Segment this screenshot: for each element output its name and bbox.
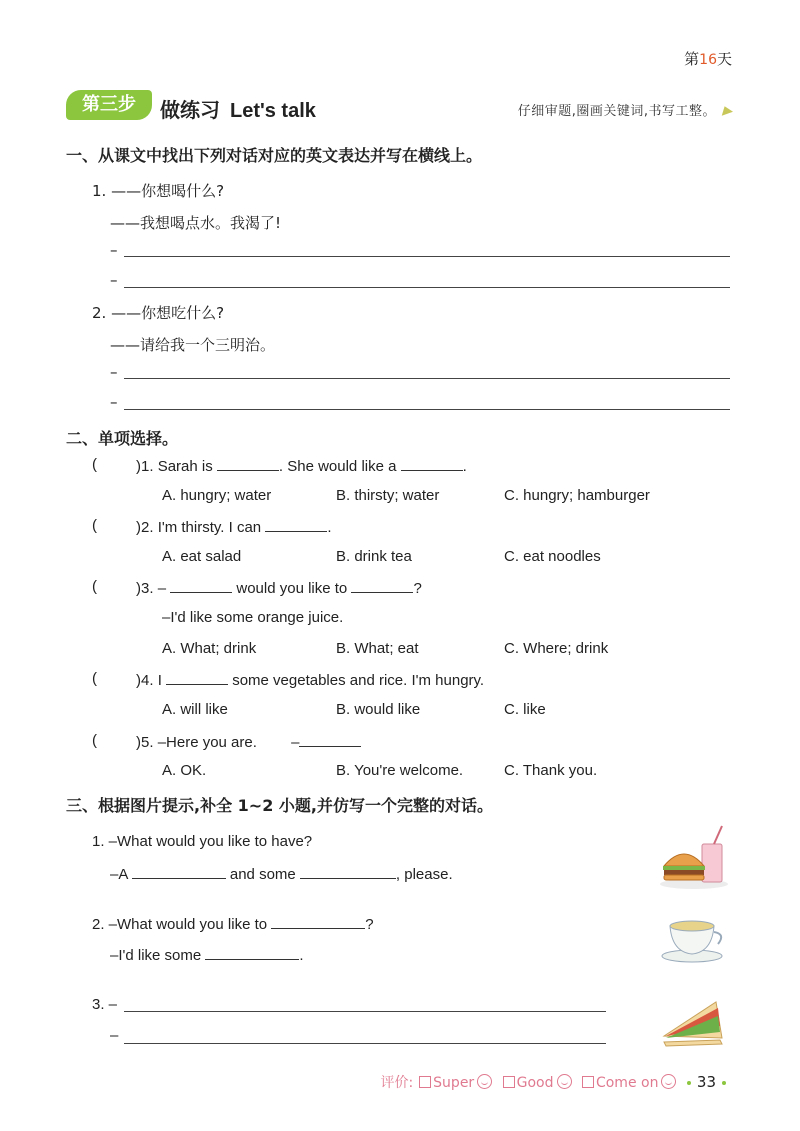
- smile-icon: [477, 1074, 492, 1089]
- s1-q2: 2. ——你想吃什么?: [92, 304, 225, 322]
- blank[interactable]: [170, 578, 232, 593]
- blank[interactable]: [271, 914, 365, 929]
- dash: –: [110, 363, 118, 381]
- dash: –: [110, 1027, 119, 1044]
- option-b: B. What; eat: [336, 640, 419, 657]
- option-a: A. OK.: [162, 762, 207, 779]
- answer-line[interactable]: [124, 1011, 606, 1012]
- option-b: B. You're welcome.: [336, 762, 464, 779]
- step-badge: 第三步: [66, 90, 152, 120]
- section1-title: 一、从课文中找出下列对话对应的英文表达并写在横线上。: [66, 146, 483, 165]
- question-3: )3. – would you like to ?: [136, 580, 422, 597]
- blank[interactable]: [351, 578, 413, 593]
- blank[interactable]: [217, 456, 279, 471]
- blank[interactable]: [300, 864, 396, 879]
- s3-q2-line2: –I'd like some .: [110, 947, 304, 964]
- step-title: 做练习 Let's talk: [160, 98, 316, 122]
- s1-q2-answer: ——请给我一个三明治。: [110, 336, 276, 354]
- option-a: A. hungry; water: [162, 487, 272, 504]
- answer-paren[interactable]: (: [92, 732, 97, 749]
- eval-good-label: Good: [516, 1075, 554, 1091]
- option-c: C. like: [504, 701, 546, 718]
- sandwich-icon: [660, 996, 728, 1050]
- teacup-icon: [660, 912, 730, 964]
- s3-q1-line2: –A and some , please.: [110, 866, 453, 883]
- blank[interactable]: [132, 864, 226, 879]
- checkbox-come-on[interactable]: [582, 1076, 594, 1088]
- blank[interactable]: [401, 456, 463, 471]
- question-5: )5. –Here you are. –: [136, 732, 361, 751]
- option-a: A. eat salad: [162, 548, 242, 565]
- blank[interactable]: [299, 732, 361, 747]
- answer-line[interactable]: [124, 256, 730, 257]
- hamburger-and-drink-icon: [656, 824, 734, 890]
- dash: –: [110, 271, 118, 289]
- answer-line[interactable]: [124, 287, 730, 288]
- eval-come-on-label: Come on: [595, 1075, 659, 1091]
- section3-title: 三、根据图片提示,补全 1~2 小题,并仿写一个完整的对话。: [66, 796, 493, 815]
- dash: –: [110, 241, 118, 259]
- option-a: A. will like: [162, 701, 228, 718]
- answer-line[interactable]: [124, 409, 730, 410]
- footer: [380, 1072, 732, 1092]
- section2-title: 二、单项选择。: [66, 429, 179, 448]
- option-b: B. drink tea: [336, 548, 412, 565]
- question-1: )1. Sarah is . She would like a .: [136, 458, 467, 475]
- answer-paren[interactable]: (: [92, 670, 97, 687]
- option-c: C. eat noodles: [504, 548, 601, 565]
- answer-line[interactable]: [124, 1043, 606, 1044]
- question-4: )4. I some vegetables and rice. I'm hungry.: [136, 672, 485, 689]
- dot-icon: [722, 1081, 726, 1085]
- smile-icon: [661, 1074, 676, 1089]
- answer-paren[interactable]: (: [92, 517, 97, 534]
- s3-q1-line1: 1. –What would you like to have?: [92, 833, 313, 850]
- option-a: A. What; drink: [162, 640, 257, 657]
- s1-q1: 1. ——你想喝什么?: [92, 182, 225, 200]
- checkbox-good[interactable]: [503, 1076, 515, 1088]
- answer-paren[interactable]: (: [92, 456, 97, 473]
- eval-label: 评价:: [380, 1075, 414, 1091]
- dash: –: [110, 393, 118, 411]
- option-c: C. hungry; hamburger: [504, 487, 650, 504]
- page-number: 33: [696, 1073, 716, 1091]
- day-indicator: 第16天: [684, 50, 732, 68]
- blank[interactable]: [205, 945, 299, 960]
- s3-q3-label: 3. –: [92, 996, 118, 1013]
- question-3-line2: –I'd like some orange juice.: [162, 609, 344, 626]
- dot-icon: [687, 1081, 691, 1085]
- option-b: B. would like: [336, 701, 421, 718]
- blank[interactable]: [166, 670, 228, 685]
- s1-q1-answer: ——我想喝点水。我渴了!: [110, 214, 282, 232]
- eval-super-label: Super: [433, 1075, 475, 1091]
- tip-text: 仔细审题,圈画关键词,书写工整。: [517, 104, 716, 119]
- option-c: C. Thank you.: [504, 762, 598, 779]
- answer-paren[interactable]: (: [92, 578, 97, 595]
- checkbox-super[interactable]: [419, 1076, 431, 1088]
- question-2: )2. I'm thirsty. I can .: [136, 519, 332, 536]
- pencil-mark-icon: [719, 104, 733, 116]
- smile-icon: [557, 1074, 572, 1089]
- option-c: C. Where; drink: [504, 640, 609, 657]
- answer-line[interactable]: [124, 378, 730, 379]
- s3-q2-line1: 2. –What would you like to ?: [92, 916, 374, 933]
- option-b: B. thirsty; water: [336, 487, 440, 504]
- blank[interactable]: [265, 517, 327, 532]
